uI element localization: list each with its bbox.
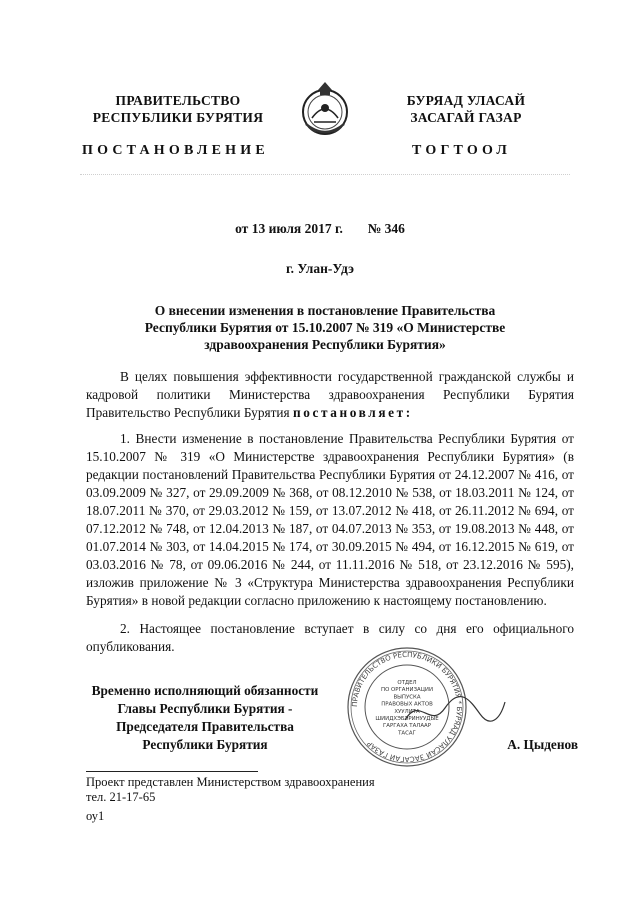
footer-project-line: Проект представлен Министерством здравоохранения [86, 775, 375, 789]
preamble-paragraph [86, 368, 574, 422]
government-name-ru-line2: РЕСПУБЛИКИ БУРЯТИЯ [92, 110, 264, 125]
seal-inner-line: ОТДЕЛ [397, 680, 417, 686]
government-name-bua [370, 92, 562, 126]
doc-title-line1: О внесении изменения в постановление Правительства [154, 303, 496, 318]
item-2-paragraph: 2. Настоящее постановление вступает в силу со дня его официального опубликования. [86, 621, 574, 654]
footer-separator [86, 771, 258, 772]
seal-inner-line: ТАСАГ [398, 730, 416, 737]
footer-phone-line: тел. 21-17-65 [86, 790, 156, 804]
item-1-paragraph: 1. Внести изменение в постановление Правительства Республики Бурятия от 15.10.2007 № 319 «О Министерстве здравоохранения Республики Бурятия» (в редакции постановлений Правительства Республики Бурятия от 24.12.2007 № 416, от 03.09.2009 № 327, от 29.09.2009 № 368, от 08.12.2010 № 538, от 18.03.2011 № 124, от 18.07.2011 № 370, от 29.03.2012 № 159, от 13.07.2012 № 418, от 26.11.2012 № 694, от 07.12.2012 № 748, от 12.04.2013 № 187, от 04.07.2013 № 353, от 19.08.2013 № 448, от 01.07.2014 № 303, от 14.04.2015 № 174, от 30.09.2015 № 494, от 16.12.2015 № 619, от 03.03.2016 № 78, от 09.06.2016 № 244, от 11.11.2016 № 518, от 23.12.2016 № 595), изложив приложение № 3 «Структура Министерства здравоохранения Республики Бурятия» в новой редакции согласно приложению к настоящему постановлению. [86, 431, 574, 608]
doc-title-line2: Республики Бурятия от 15.10.2007 № 319 «О Министерстве [144, 320, 506, 335]
signatory-title-line2: Главы Республики Бурятия - [117, 701, 293, 716]
government-name-bua-line2: ЗАСАГАЙ ГАЗАР [410, 110, 522, 125]
signature-scribble [400, 690, 510, 730]
footer-code: оу1 [86, 809, 105, 823]
doc-type-ru: ПОСТАНОВЛЕНИЕ [82, 143, 269, 158]
seal-inner-line: ВЫПУСКА [393, 694, 421, 701]
doc-date-number [0, 221, 640, 237]
government-name-ru [78, 92, 278, 126]
government-name-bua-line1: БУРЯАД УЛАСАЙ [406, 93, 526, 108]
doc-type-bua: ТОГТООЛ [412, 143, 512, 158]
seal-inner-line: ГАРГАХА ТАЛААР [383, 723, 431, 730]
seal-inner-line: ХУУЛИТА [394, 708, 420, 715]
doc-date: от 13 июля 2017 г. [235, 221, 343, 236]
signatory-title [80, 682, 330, 754]
seal-inner-line: ПРАВОВЫХ АКТОВ [381, 701, 433, 708]
coat-of-arms-emblem [298, 80, 352, 140]
doc-title [100, 302, 550, 353]
header-separator [80, 174, 570, 175]
signatory-title-line4: Республики Бурятия [142, 737, 268, 752]
footer-project-note [86, 775, 375, 805]
government-name-ru-line1: ПРАВИТЕЛЬСТВО [115, 93, 241, 108]
doc-title-line3: здравоохранения Республики Бурятия» [204, 337, 446, 352]
svg-text:ПРАВИТЕЛЬСТВО РЕСПУБЛИКИ БУРЯТ: ПРАВИТЕЛЬСТВО РЕСПУБЛИКИ БУРЯТИЯ * БУРЯАД УЛАСАЙ ЗАСАГАЙ ГАЗАР [350, 650, 464, 764]
signatory-title-line3: Председателя Правительства [116, 719, 294, 734]
signatory-name: А. Цыденов [507, 737, 578, 752]
doc-number: № 346 [367, 221, 405, 236]
doc-city: г. Улан-Удэ [286, 261, 354, 276]
seal-inner-line: ШИИДХЭБЭРИНУУДЫЕ [375, 716, 439, 722]
signatory-title-line1: Временно исполняющий обязанности [91, 683, 319, 698]
preamble-text: В целях повышения эффективности государственной гражданской службы и кадровой политики Министерства здравоохранения Республики Бурятия Правительство Республики Бурятия [86, 369, 574, 420]
seal-inner-line: ПО ОРГАНИЗАЦИИ [381, 687, 433, 694]
postanovlyaet-word: постановляет: [292, 405, 413, 420]
